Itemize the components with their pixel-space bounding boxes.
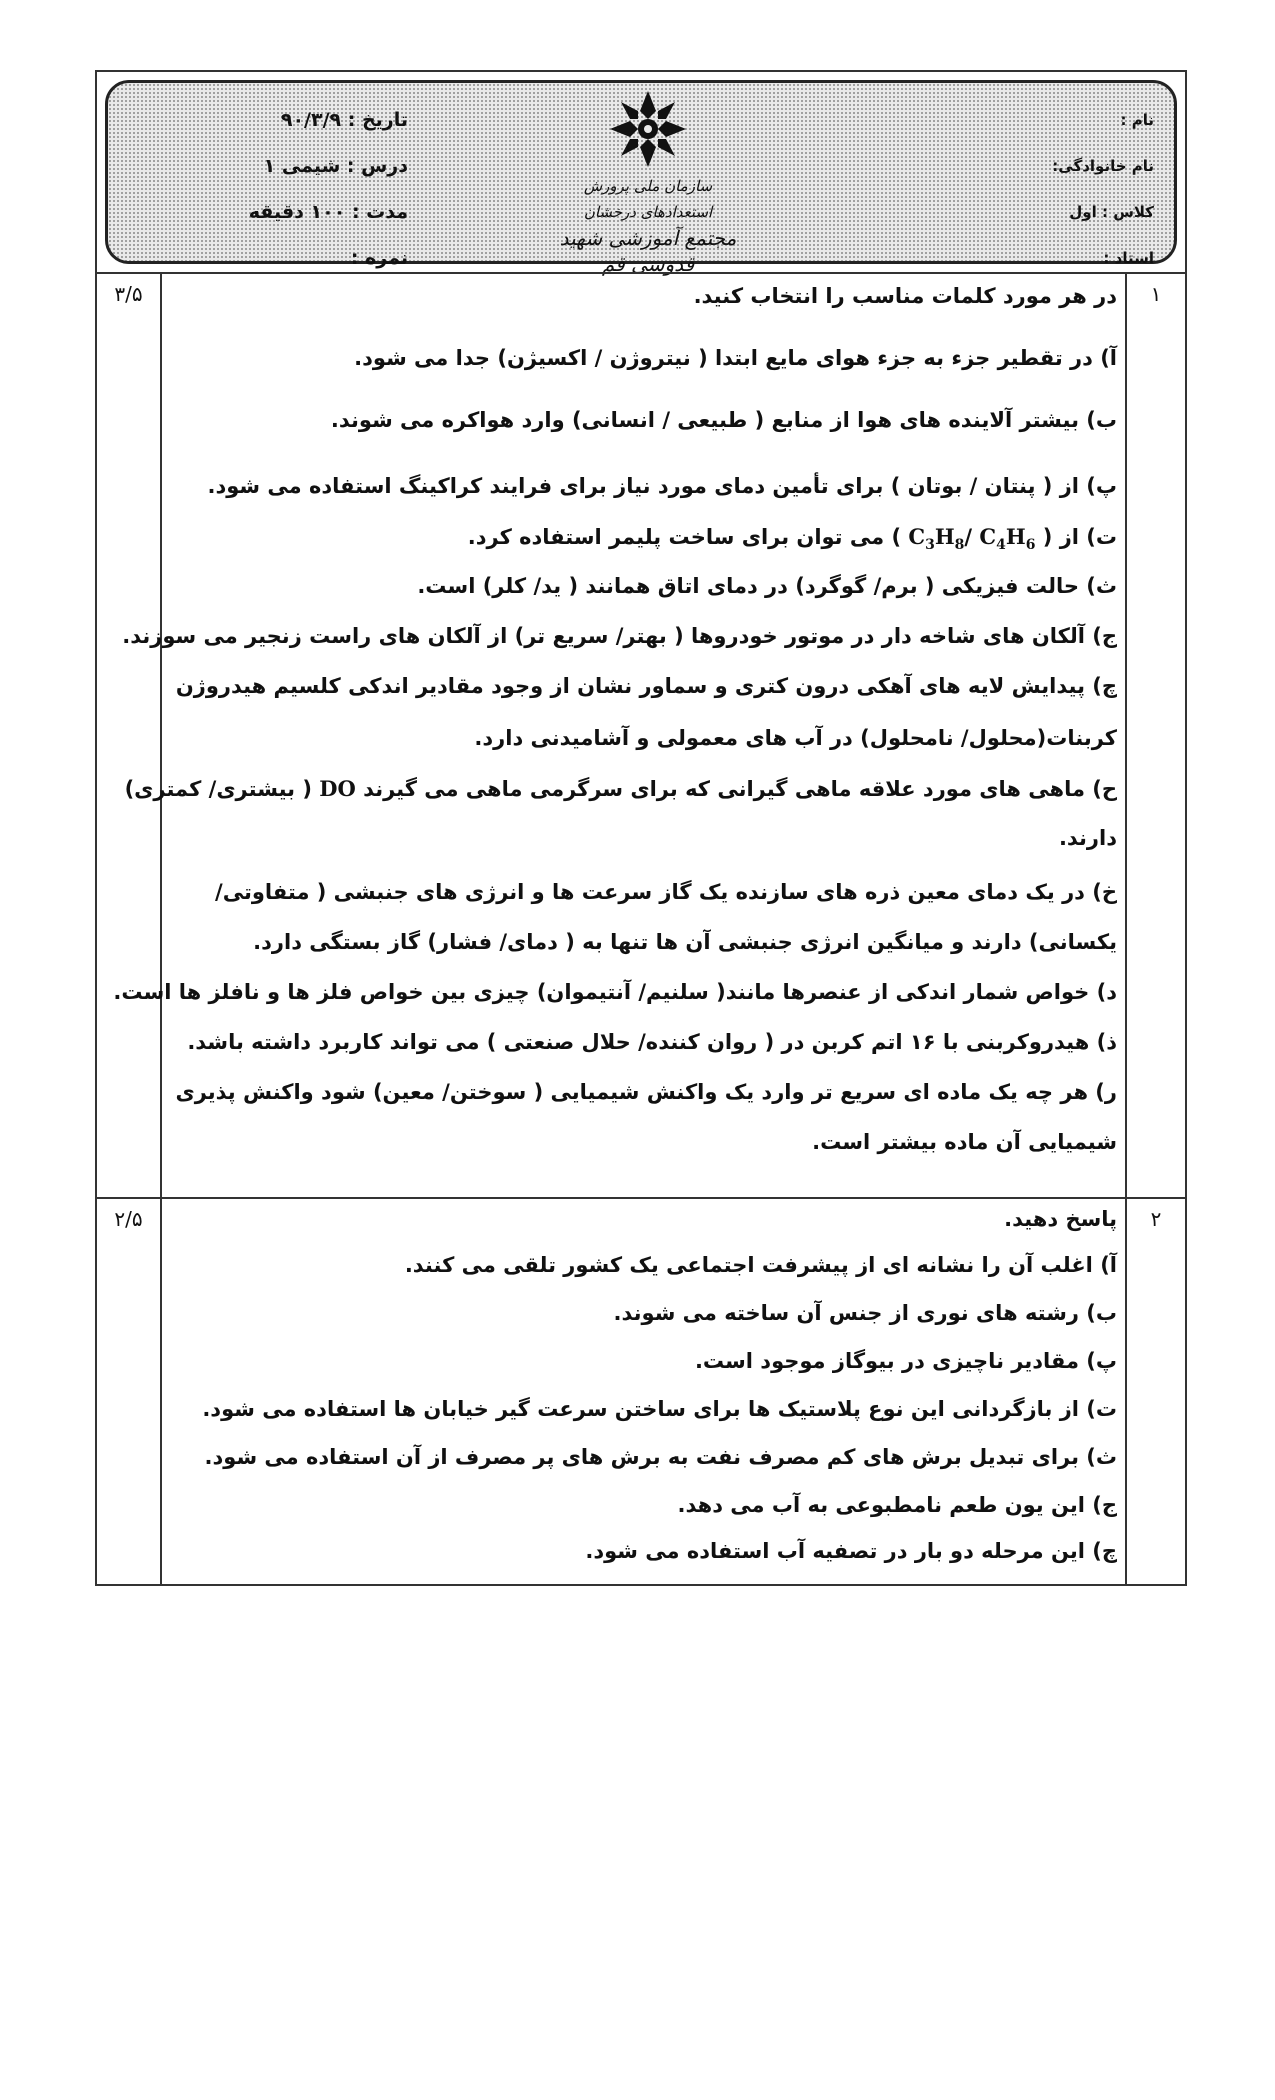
- question-line: آ) در تقطیر جزء به جزء هوای مایع ابتدا ( نیتروژن / اکسیژن) جدا می شود.: [354, 346, 1117, 370]
- star-flower-emblem-icon: [608, 89, 688, 169]
- org-name: سازمان ملی پرورش استعدادهای درخشان: [583, 177, 713, 221]
- subject-label: درس : شیمی ۱: [263, 155, 408, 177]
- question-line: کربنات(محلول/ نامحلول) در آب های معمولی و آشامیدنی دارد.: [474, 726, 1117, 750]
- student-info: [1052, 97, 1154, 281]
- exam-header: [105, 80, 1177, 276]
- question-line-do: [125, 776, 1117, 801]
- formula-c3h8: $C_3H_8$: [908, 524, 965, 554]
- question-line: شیمیایی آن ماده بیشتر است.: [812, 1130, 1117, 1154]
- exam-info: [248, 97, 408, 281]
- family-label: نام خانوادگی:: [1052, 157, 1154, 175]
- question-line: د) خواص شمار اندکی از عنصرها مانند( سلنیم/ آنتیموان) چیزی بین خواص فلز ها و نافلز ها است.: [113, 980, 1117, 1004]
- question-row: [97, 1199, 1185, 1586]
- chem-formula: $C_3H_8/$ $C_4H_6$: [908, 524, 1036, 554]
- question-text: [167, 1199, 1117, 1586]
- school-name: مجتمع آموزشی شهید قدوسی قم: [559, 226, 737, 276]
- question-line: ج) آلکان های شاخه دار در موتور خودروها ( بهتر/ سریع تر) از آلکان های راست زنجیر می سوزند.: [122, 624, 1117, 648]
- question-line: دارند.: [1058, 826, 1117, 850]
- question-line: ث) برای تبدیل برش های کم مصرف نفت به برش های پر مصرف از آن استفاده می شود.: [204, 1445, 1117, 1469]
- question-line-start: ح) ماهی های مورد علاقه ماهی گیرانی که برای سرگرمی ماهی می گیرند: [363, 777, 1117, 801]
- question-line: یکسانی) دارند و میانگین انرژی جنبشی آن ها تنها به ( دمای/ فشار) گاز بستگی دارد.: [253, 930, 1117, 954]
- class-label: کلاس : اول: [1069, 203, 1154, 221]
- question-line: ج) این یون طعم نامطبوعی به آب می دهد.: [677, 1493, 1117, 1517]
- formula-c4h6: $C_4H_6$: [979, 524, 1036, 554]
- exam-sheet: [95, 70, 1187, 1586]
- formula-do: DO: [319, 776, 356, 801]
- question-line: ث) حالت فیزیکی ( برم/ گوگرد) در دمای اتاق همانند ( ید/ کلر) است.: [417, 574, 1117, 598]
- question-number: ۲: [1125, 1199, 1185, 1586]
- question-line-start: ت) از (: [1042, 525, 1117, 549]
- question-line: خ) در یک دمای معین ذره های سازنده یک گاز سرعت ها و انرژی های جنبشی ( متفاوتی/: [215, 880, 1117, 904]
- question-line: پاسخ دهید.: [1004, 1207, 1117, 1231]
- name-label: نام :: [1120, 111, 1154, 129]
- date-label: تاریخ : ۹۰/۳/۹: [280, 109, 408, 131]
- school-logo: [548, 89, 748, 276]
- question-line: آ) اغلب آن را نشانه ای از پیشرفت اجتماعی یک کشور تلقی می کنند.: [404, 1253, 1117, 1277]
- question-row: [97, 274, 1185, 1199]
- teacher-label: استاد :: [1103, 249, 1154, 267]
- score-label: نمره :: [350, 247, 408, 269]
- question-number: ۱: [1125, 274, 1185, 1197]
- duration-label: مدت : ۱۰۰ دقیقه: [248, 201, 408, 223]
- question-line: ب) بیشتر آلاینده های هوا از منابع ( طبیعی / انسانی) وارد هواکره می شوند.: [330, 408, 1117, 432]
- question-line: پ) مقادیر ناچیزی در بیوگاز موجود است.: [694, 1349, 1117, 1373]
- question-line: ب) رشته های نوری از جنس آن ساخته می شوند.: [613, 1301, 1117, 1325]
- question-line: ت) از بازگردانی این نوع پلاستیک ها برای ساختن سرعت گیر خیابان ها استفاده می شود.: [202, 1397, 1117, 1421]
- question-line: چ) پیدایش لایه های آهکی درون کتری و سماور نشان از وجود مقادیر اندکی کلسیم هیدروژن: [175, 674, 1117, 698]
- questions-table: [97, 272, 1185, 1584]
- question-score: ۳/۵: [97, 274, 162, 1197]
- question-line: ذ) هیدروکربنی با ۱۶ اتم کربن در ( روان کننده/ حلال صنعتی ) می تواند کاربرد داشته باشد.: [187, 1030, 1117, 1054]
- question-line-chem: [468, 524, 1117, 553]
- question-line: پ) از ( پنتان / بوتان ) برای تأمین دمای مورد نیاز برای فرایند کراکینگ استفاده می شود.: [207, 474, 1117, 498]
- question-line: در هر مورد کلمات مناسب را انتخاب کنید.: [693, 284, 1117, 308]
- question-line: ر) هر چه یک ماده ای سریع تر وارد یک واکنش شیمیایی ( سوختن/ معین) شود واکنش پذیری: [175, 1080, 1117, 1104]
- question-line-end: ( بیشتری/ کمتری): [124, 777, 312, 801]
- question-line: چ) این مرحله دو بار در تصفیه آب استفاده می شود.: [585, 1539, 1117, 1563]
- question-score: ۲/۵: [97, 1199, 162, 1586]
- question-line-end: ) می توان برای ساخت پلیمر استفاده کرد.: [467, 525, 902, 549]
